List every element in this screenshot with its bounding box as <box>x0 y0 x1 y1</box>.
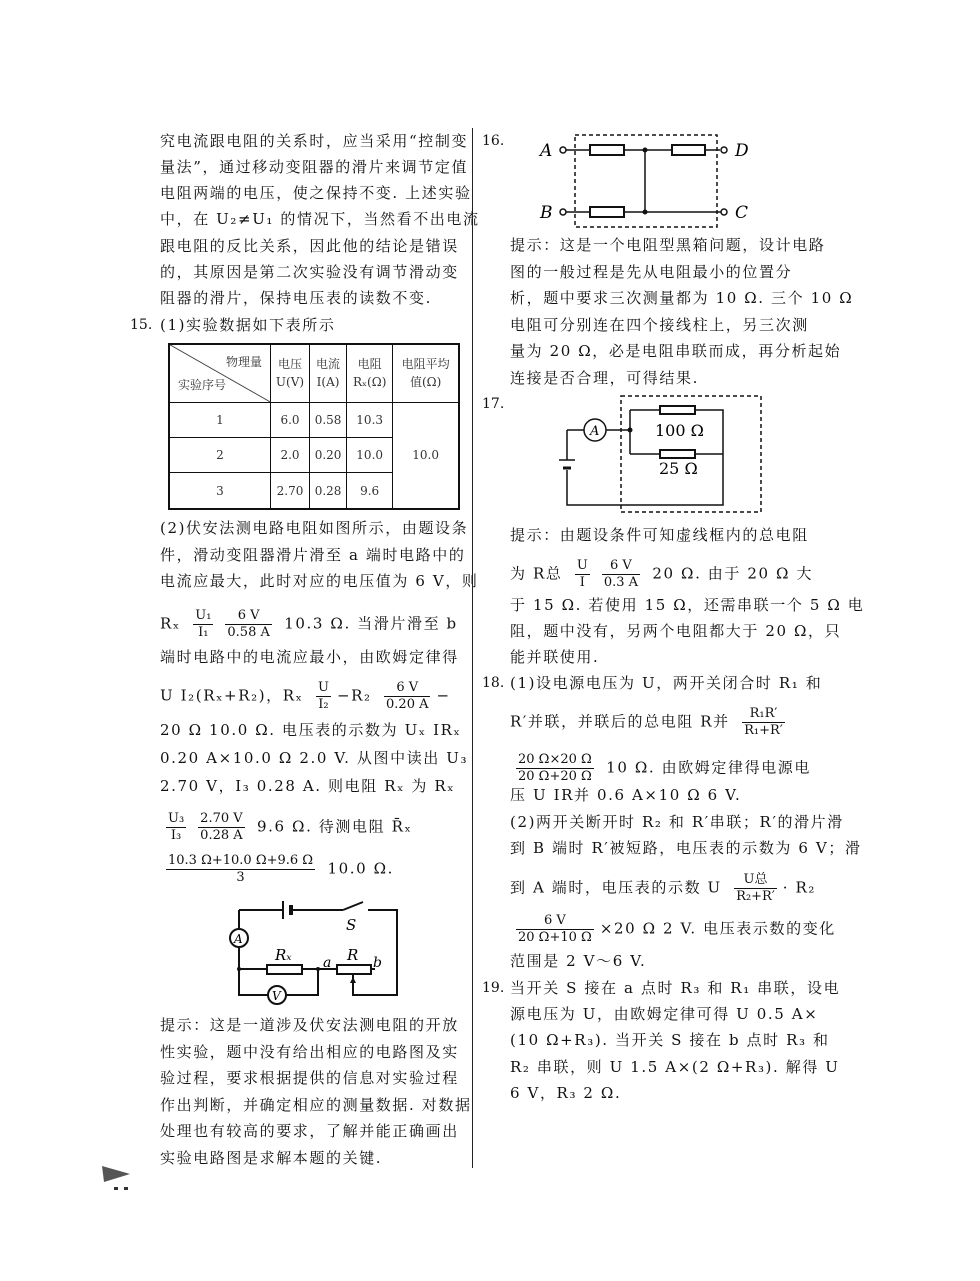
text-line <box>160 748 468 768</box>
numerator: U₃ <box>168 811 185 826</box>
text-line <box>160 571 479 591</box>
terminal-d: D <box>735 141 749 161</box>
column-divider <box>472 128 473 1168</box>
text-segment: 20 Ω 10.0 Ω. 电压表的示数为 Uₓ IRₓ <box>160 721 462 739</box>
fraction <box>193 608 213 641</box>
numerator: 20 Ω×20 Ω <box>518 752 592 767</box>
circuit-diagram-15 <box>225 895 415 1015</box>
text-line <box>160 776 455 796</box>
rheostat-label: R <box>347 946 359 964</box>
text-segment: 验过程，要求根据提供的信息对实验过程 <box>160 1069 459 1087</box>
text-line <box>510 1083 621 1103</box>
cell: 2 <box>169 437 271 472</box>
text-line <box>510 288 853 308</box>
fraction <box>575 558 590 591</box>
header-trial: 实验序号 <box>178 377 227 392</box>
denominator: I₃ <box>170 828 182 843</box>
text-segment: 6 V，R₃ 2 Ω. <box>510 1084 622 1102</box>
text-segment: (2)两开关断开时 R₂ 和 R′串联；R′的滑片滑 <box>510 813 844 831</box>
text-line <box>510 368 699 388</box>
denominator: R₁+R′ <box>744 723 783 738</box>
text-segment: 量为 20 Ω，必是电阻串联而成，再分析起始 <box>510 342 842 360</box>
header-average: 电阻平均 值(Ω) <box>393 344 459 402</box>
text-line <box>160 680 451 713</box>
text-line <box>160 315 335 335</box>
question-number-19: 19. <box>482 980 505 996</box>
text-line <box>510 752 811 785</box>
text-segment: 10 Ω. 由欧姆定律得电源电 <box>599 758 812 777</box>
fraction <box>742 706 785 739</box>
text-line <box>160 1121 459 1141</box>
text-segment: ×20 Ω 2 V. 电压表示数的变化 <box>599 919 836 938</box>
text-segment: 20 Ω. 由于 20 Ω 大 <box>646 564 814 583</box>
numerator: U总 <box>734 872 777 889</box>
text-segment: 实验电路图是求解本题的关键. <box>160 1149 383 1167</box>
text-line <box>510 647 599 667</box>
text-line <box>510 812 844 832</box>
text-line <box>160 1015 459 1035</box>
text-line <box>510 838 862 858</box>
text-segment: 端时电路中的电流应最小，由欧姆定律得 <box>160 648 459 666</box>
fraction <box>384 680 430 713</box>
text-segment: 电流应最大，此时对应的电压值为 6 V，则 <box>160 572 479 590</box>
voltmeter-label: V <box>272 989 281 1003</box>
cell: 1 <box>169 402 271 437</box>
text-line <box>510 525 809 545</box>
cell: 0.58 <box>310 402 347 437</box>
denominator: 3 <box>236 870 245 885</box>
numerator: 6 V <box>516 913 594 930</box>
text-segment: R₂ 串联，则 U 1.5 A×(2 Ω+R₃). 解得 U <box>510 1058 840 1076</box>
text-segment: 10.0 Ω. <box>321 859 395 878</box>
rx-label: Rₓ <box>275 946 292 964</box>
text-segment: U I₂(Rₓ+R₂)，Rₓ <box>160 686 310 705</box>
question-number-16: 16. <box>482 133 505 149</box>
numerator: R₁R′ <box>742 706 785 723</box>
text-segment: 到 A 端时，电压表的示数 U <box>510 878 729 897</box>
text-segment: 提示：由题设条件可知虚线框内的总电阻 <box>510 526 809 544</box>
header-resistance: 电阻 Rₓ(Ω) <box>347 344 393 402</box>
question-number-17: 17. <box>482 396 505 412</box>
fraction <box>225 608 271 641</box>
text-line <box>510 558 813 591</box>
text-segment: 提示：这是一个电阻型黑箱问题，设计电路 <box>510 236 826 254</box>
circuit-diagram-16 <box>530 130 770 230</box>
cell: 2.0 <box>271 437 310 472</box>
fraction <box>516 752 594 785</box>
text-line <box>510 315 809 335</box>
text-line <box>510 621 841 641</box>
numerator: U <box>318 680 329 695</box>
circuit-diagram-17 <box>555 392 770 517</box>
text-line <box>510 1030 830 1050</box>
terminal-a-label: a <box>323 955 332 971</box>
text-line <box>160 811 412 844</box>
text-line <box>510 673 822 693</box>
cell: 10.3 <box>347 402 393 437</box>
text-segment: R′并联，并联后的总电阻 R并 <box>510 712 737 731</box>
fraction <box>516 913 594 946</box>
text-line <box>510 872 816 905</box>
text-line <box>510 341 841 361</box>
numerator: 2.70 V <box>200 811 243 826</box>
denominator: I₂ <box>318 697 329 712</box>
text-segment: 范围是 2 V～6 V. <box>510 952 647 970</box>
resistor-25-label: 25 Ω <box>659 459 698 478</box>
text-segment: 0.20 A×10.0 Ω 2.0 V. 从图中读出 U₃ <box>160 749 469 767</box>
terminal-c: C <box>735 203 749 223</box>
text-line <box>510 1057 840 1077</box>
cell: 10.0 <box>347 437 393 472</box>
denominator: I <box>579 575 585 590</box>
cell: 9.6 <box>347 473 393 509</box>
text-line <box>160 720 462 740</box>
text-line <box>160 209 480 229</box>
text-line <box>160 1095 472 1115</box>
text-line <box>160 236 459 256</box>
denominator: 0.28 A <box>200 828 243 843</box>
text-segment: 件，滑动变阻器滑片滑至 a 端时电路中的 <box>160 546 466 564</box>
question-number-15: 15. <box>130 317 153 333</box>
denominator: 0.20 A <box>386 697 429 712</box>
cell: 0.20 <box>310 437 347 472</box>
cell: 6.0 <box>271 402 310 437</box>
text-segment: 当开关 S 接在 a 点时 R₃ 和 R₁ 串联，设电 <box>510 979 841 997</box>
numerator: 6 V <box>225 608 271 625</box>
text-segment: 阻，题中没有，另两个电阻都大于 20 Ω，只 <box>510 622 842 640</box>
text-line <box>160 545 465 565</box>
terminal-b: B <box>540 203 553 223</box>
text-segment: 跟电阻的反比关系，因此他的结论是错误 <box>160 237 459 255</box>
text-segment: 9.6 Ω. 待测电阻 R̄ₓ <box>250 817 413 836</box>
text-segment: Rₓ <box>160 614 188 633</box>
text-line <box>160 288 432 308</box>
text-line <box>160 262 459 282</box>
text-segment: 作出判断，并确定相应的测量数据. 对数据 <box>160 1096 472 1114</box>
text-line <box>160 131 468 151</box>
text-segment: 连接是否合理，可得结果. <box>510 369 699 387</box>
text-line <box>160 183 472 203</box>
text-segment: 10.3 Ω. 当滑片滑至 b <box>277 614 458 633</box>
fraction <box>198 811 244 844</box>
denominator: 0.58 A <box>227 625 270 640</box>
text-segment: 析，题中要求三次测量都为 10 Ω. 三个 10 Ω <box>510 289 854 307</box>
text-line <box>160 1042 459 1062</box>
numerator: U <box>576 558 588 573</box>
text-segment: 为 R总 <box>510 564 569 583</box>
fraction <box>602 558 640 591</box>
text-segment: 2.70 V，I₃ 0.28 A. 则电阻 Rₓ 为 Rₓ <box>160 777 456 795</box>
text-segment: 电阻两端的电压，使之保持不变. 上述实验 <box>160 184 472 202</box>
denominator: 20 Ω+20 Ω <box>518 769 592 784</box>
diagonal-header-cell <box>169 344 271 402</box>
text-line <box>510 951 646 971</box>
denominator: 20 Ω+10 Ω <box>518 930 592 945</box>
terminal-b-label: b <box>373 955 382 971</box>
text-segment: 源电压为 U，由欧姆定律可得 U 0.5 A× <box>510 1005 819 1023</box>
cell: 0.28 <box>310 473 347 509</box>
terminal-a: A <box>540 141 553 161</box>
page-corner-mark-icon <box>100 1162 140 1192</box>
text-line <box>160 647 459 667</box>
denominator: 0.3 A <box>603 575 639 590</box>
denominator: R₂+R′ <box>736 889 775 904</box>
text-segment: 的，其原因是第二次实验没有调节滑动变 <box>160 263 459 281</box>
fraction <box>166 853 315 886</box>
table-row <box>169 402 459 437</box>
header-current: 电流 I(A) <box>310 344 347 402</box>
text-line <box>510 1004 818 1024</box>
text-line <box>160 518 468 538</box>
cell: 2.70 <box>271 473 310 509</box>
text-segment: (1)实验数据如下表所示 <box>160 316 336 334</box>
text-segment: 能并联使用. <box>510 648 600 666</box>
text-line <box>160 608 458 641</box>
denominator: I₁ <box>198 625 209 640</box>
text-line <box>510 235 825 255</box>
text-line <box>510 978 840 998</box>
text-segment: (10 Ω+R₃). 当开关 S 接在 b 点时 R₃ 和 <box>510 1031 830 1049</box>
numerator: U₁ <box>195 608 212 623</box>
text-segment: 到 B 端时 R′被短路，电压表的示数为 6 V；滑 <box>510 839 862 857</box>
ammeter-label: A <box>234 932 243 946</box>
numerator: 6 V <box>602 558 640 575</box>
fraction <box>734 872 777 905</box>
fraction <box>316 680 331 713</box>
text-segment: − <box>436 686 451 705</box>
question-number-18: 18. <box>482 675 505 691</box>
ammeter-label: A <box>590 424 600 439</box>
text-segment: 性实验，题中没有给出相应的电路图及实 <box>160 1043 459 1061</box>
text-segment: 图的一般过程是先从电阻最小的位置分 <box>510 263 793 281</box>
numerator: 10.3 Ω+10.0 Ω+9.6 Ω <box>168 853 314 868</box>
resistor-100-label: 100 Ω <box>655 421 704 440</box>
text-segment: 电阻可分别连在四个接线柱上，另三次测 <box>510 316 809 334</box>
numerator: 6 V <box>384 680 430 697</box>
header-voltage: 电压 U(V) <box>271 344 310 402</box>
average-cell: 10.0 <box>393 402 459 509</box>
text-line <box>160 1068 459 1088</box>
text-segment: 中，在 U₂≠U₁ 的情况下，当然看不出电流 <box>160 210 480 228</box>
text-segment: 阻器的滑片，保持电压表的读数不变. <box>160 289 432 307</box>
text-segment: 于 15 Ω. 若使用 15 Ω，还需串联一个 5 Ω 电 <box>510 596 865 614</box>
text-segment: 压 U IR并 0.6 A×10 Ω 6 V. <box>510 786 742 804</box>
data-table <box>168 343 460 510</box>
header-quantity: 物理量 <box>225 355 262 369</box>
fraction <box>166 811 186 844</box>
text-line <box>160 157 468 177</box>
text-segment: (1)设电源电压为 U，两开关闭合时 R₁ 和 <box>510 674 823 692</box>
text-line <box>510 262 792 282</box>
text-segment: 量法”，通过移动变阻器的滑片来调节定值 <box>160 158 469 176</box>
text-line <box>160 1148 382 1168</box>
text-line <box>510 785 741 805</box>
switch-label: S <box>346 916 357 934</box>
text-line <box>510 595 864 615</box>
text-segment: −R₂ <box>336 686 379 705</box>
cell: 3 <box>169 473 271 509</box>
text-line <box>510 706 791 739</box>
text-segment: 处理也有较高的要求，了解并能正确画出 <box>160 1122 459 1140</box>
text-segment: · R₂ <box>782 878 817 897</box>
text-segment: 究电流跟电阻的关系时，应当采用“控制变 <box>160 132 469 150</box>
text-segment: 提示：这是一道涉及伏安法测电阻的开放 <box>160 1016 459 1034</box>
text-line <box>160 853 394 886</box>
text-segment: (2)伏安法测电路电阻如图所示，由题设条 <box>160 519 469 537</box>
text-line <box>510 913 836 946</box>
